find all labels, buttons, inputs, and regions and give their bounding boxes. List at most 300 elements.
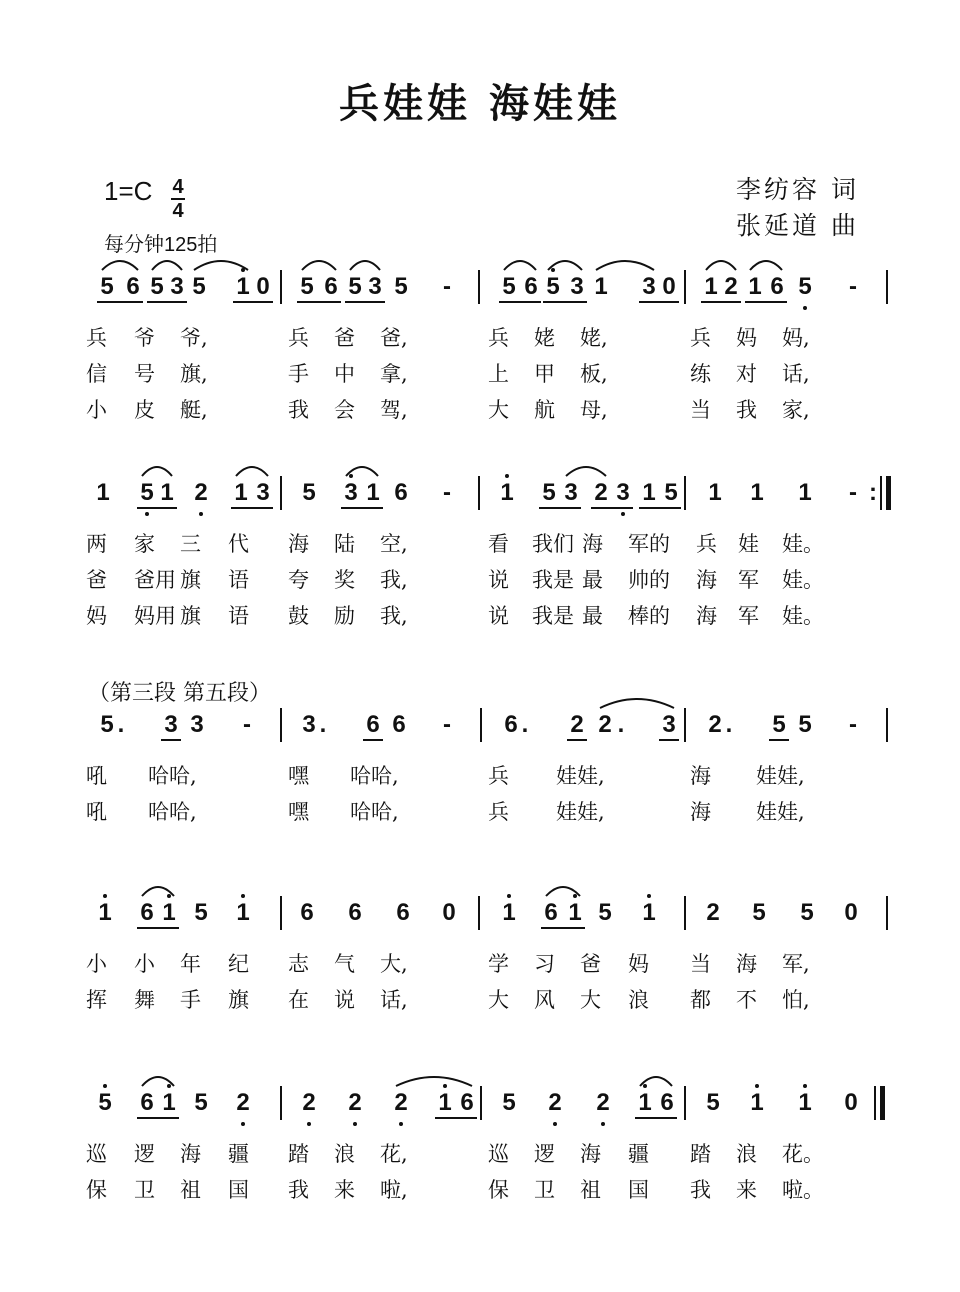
lyric-syllable: 会 xyxy=(334,398,355,422)
note-digit: 1 xyxy=(96,479,110,506)
lyric-syllable: 海 xyxy=(580,1142,601,1166)
lyric-syllable: 爸 xyxy=(580,952,601,976)
time-signature-top: 4 xyxy=(172,176,184,198)
note-digit: : xyxy=(869,479,877,506)
lyric-syllable: 来 xyxy=(736,1178,757,1202)
lyric-syllable: 我, xyxy=(380,568,408,592)
note-digit: 5 xyxy=(664,479,678,506)
lyric-syllable: 空, xyxy=(380,532,408,556)
lyric-syllable: 志 xyxy=(288,952,309,976)
lyric-syllable: 花, xyxy=(380,1142,408,1166)
lyric-syllable: 甲 xyxy=(534,362,555,386)
note-digit: 5 xyxy=(302,479,316,506)
note-digit: 1 xyxy=(798,479,812,506)
note-digit: 0 xyxy=(256,273,270,300)
lyric-syllable: 国 xyxy=(228,1178,249,1202)
note-digit: 5 xyxy=(192,273,206,300)
octave-dot-low xyxy=(145,512,149,516)
lyric-syllable: 信 xyxy=(86,362,107,386)
lyric-syllable: 踏 xyxy=(288,1142,309,1166)
lyric-syllable: 旗 xyxy=(180,568,201,592)
note-digit: 2 xyxy=(708,711,722,738)
lyric-syllable: 爸 xyxy=(86,568,107,592)
beam-underline xyxy=(137,927,179,929)
lyric-syllable: 陆 xyxy=(334,532,355,556)
beam-underline xyxy=(231,507,273,509)
lyric-syllable: 不 xyxy=(736,988,757,1012)
lyric-syllable: 海 xyxy=(690,800,711,824)
octave-dot-high xyxy=(241,894,245,898)
note-digit: 2 xyxy=(194,479,208,506)
note-digit: - xyxy=(849,479,857,506)
lyric-syllable: 手 xyxy=(180,988,201,1012)
note-digit: . xyxy=(521,711,529,738)
lyric-syllable: 帅的 xyxy=(628,568,670,592)
note-digit: 6 xyxy=(544,899,558,926)
lyric-syllable: 踏 xyxy=(690,1142,711,1166)
lyric-syllable: 海 xyxy=(696,568,717,592)
slur-arc xyxy=(102,261,138,270)
end-barline xyxy=(874,1086,876,1120)
note-digit: 0 xyxy=(662,273,676,300)
lyric-syllable: 风 xyxy=(534,988,555,1012)
lyric-syllable: 海 xyxy=(582,532,603,556)
note-digit: 5 xyxy=(98,1089,112,1116)
beam-underline xyxy=(147,301,187,303)
lyric-syllable: 大, xyxy=(380,952,408,976)
lyric-syllable: 哈哈, xyxy=(350,800,399,824)
note-digit: 5 xyxy=(502,273,516,300)
beam-underline xyxy=(541,927,585,929)
beam-underline xyxy=(745,301,787,303)
octave-dot-high xyxy=(349,474,353,478)
lyric-syllable: 说 xyxy=(488,604,509,628)
lyric-syllable: 花。 xyxy=(782,1142,824,1166)
slur-arc xyxy=(194,261,248,270)
lyric-syllable: 最 xyxy=(582,568,603,592)
slur-arc xyxy=(396,1077,472,1086)
note-digit: 3 xyxy=(344,479,358,506)
octave-dot-low xyxy=(803,306,807,310)
note-digit: 3 xyxy=(368,273,382,300)
lyric-syllable: 娃。 xyxy=(782,532,824,556)
note-digit: 2 xyxy=(302,1089,316,1116)
lyric-syllable: 旗 xyxy=(228,988,249,1012)
beam-underline xyxy=(435,1117,477,1119)
lyric-syllable: 兵 xyxy=(288,326,309,350)
beam-underline xyxy=(539,507,581,509)
note-digit: 3 xyxy=(616,479,630,506)
slur-arc xyxy=(236,467,268,476)
lyric-syllable: 姥, xyxy=(580,326,608,350)
lyric-syllable: 兵 xyxy=(86,326,107,350)
key-signature: 1=C xyxy=(104,176,153,206)
lyric-syllable: 疆 xyxy=(228,1142,249,1166)
note-digit: 6 xyxy=(504,711,518,738)
note-digit: 1 xyxy=(438,1089,452,1116)
lyric-syllable: 巡 xyxy=(488,1142,509,1166)
lyric-syllable: 家, xyxy=(782,398,810,422)
lyric-syllable: 来 xyxy=(334,1178,355,1202)
lyric-syllable: 舞 xyxy=(134,988,155,1012)
note-digit: 5 xyxy=(598,899,612,926)
octave-dot-high xyxy=(103,894,107,898)
lyric-syllable: 艇, xyxy=(180,398,208,422)
lyric-syllable: 妈 xyxy=(736,326,757,350)
note-digit: 6 xyxy=(460,1089,474,1116)
lyric-syllable: 海 xyxy=(736,952,757,976)
octave-dot-high xyxy=(551,268,555,272)
lyric-syllable: 说 xyxy=(488,568,509,592)
note-digit: - xyxy=(849,711,857,738)
note-digit: - xyxy=(443,273,451,300)
lyric-syllable: 啦, xyxy=(380,1178,408,1202)
note-digit: 5 xyxy=(194,1089,208,1116)
barline xyxy=(280,708,282,742)
note-digit: 6 xyxy=(140,899,154,926)
octave-dot-low xyxy=(621,512,625,516)
end-barline-thick xyxy=(886,476,891,510)
lyric-syllable: 吼 xyxy=(86,764,107,788)
lyric-syllable: 海 xyxy=(696,604,717,628)
note-digit: 6 xyxy=(300,899,314,926)
note-digit: 0 xyxy=(844,1089,858,1116)
lyric-syllable: 话, xyxy=(380,988,408,1012)
note-digit: . xyxy=(617,711,625,738)
lyric-syllable: 爷 xyxy=(134,326,155,350)
lyric-syllable: 手 xyxy=(288,362,309,386)
note-digit: 1 xyxy=(642,899,656,926)
lyric-syllable: 语 xyxy=(228,604,249,628)
lyric-syllable: 家 xyxy=(134,532,155,556)
lyric-syllable: 爸用 xyxy=(134,568,176,592)
barline xyxy=(478,896,480,930)
lyric-syllable: 海 xyxy=(690,764,711,788)
barline xyxy=(478,270,480,304)
lyric-syllable: 嘿 xyxy=(288,764,309,788)
note-digit: 3 xyxy=(164,711,178,738)
lyric-syllable: 保 xyxy=(488,1178,509,1202)
lyric-syllable: 娃娃, xyxy=(756,764,805,788)
note-digit: 1 xyxy=(160,479,174,506)
lyric-syllable: 军的 xyxy=(628,532,670,556)
time-signature-bottom: 4 xyxy=(172,200,184,222)
note-digit: . xyxy=(117,711,125,738)
note-digit: 6 xyxy=(392,711,406,738)
lyric-syllable: 卫 xyxy=(134,1178,155,1202)
lyric-syllable: 我 xyxy=(690,1178,711,1202)
note-digit: 5 xyxy=(300,273,314,300)
note-digit: . xyxy=(725,711,733,738)
note-digit: 3 xyxy=(302,711,316,738)
lyric-syllable: 看 xyxy=(488,532,509,556)
barline xyxy=(886,708,888,742)
note-digit: 3 xyxy=(642,273,656,300)
octave-dot-high xyxy=(647,894,651,898)
note-digit: 5 xyxy=(798,711,812,738)
lyric-syllable: 哈哈, xyxy=(148,764,197,788)
octave-dot-low xyxy=(399,1122,403,1126)
lyric-syllable: 旗, xyxy=(180,362,208,386)
note-digit: 1 xyxy=(750,1089,764,1116)
note-digit: 2 xyxy=(598,711,612,738)
beam-underline xyxy=(639,301,679,303)
lyric-syllable: 鼓 xyxy=(288,604,309,628)
lyric-syllable: 驾, xyxy=(380,398,408,422)
note-digit: 5 xyxy=(140,479,154,506)
lyric-syllable: 皮 xyxy=(134,398,155,422)
octave-dot-high xyxy=(755,1084,759,1088)
lyric-syllable: 我 xyxy=(736,398,757,422)
note-digit: 2 xyxy=(570,711,584,738)
note-digit: 5 xyxy=(100,711,114,738)
octave-dot-high xyxy=(103,1084,107,1088)
note-digit: 1 xyxy=(638,1089,652,1116)
note-digit: 6 xyxy=(660,1089,674,1116)
note-digit: - xyxy=(243,711,251,738)
beam-underline xyxy=(297,301,341,303)
lyric-syllable: 爸, xyxy=(380,326,408,350)
note-digit: 5 xyxy=(546,273,560,300)
note-digit: 1 xyxy=(642,479,656,506)
note-digit: 2 xyxy=(394,1089,408,1116)
lyric-syllable: 姥 xyxy=(534,326,555,350)
note-digit: 6 xyxy=(348,899,362,926)
lyric-syllable: 三 xyxy=(180,532,201,556)
lyric-syllable: 兵 xyxy=(690,326,711,350)
note-digit: 6 xyxy=(394,479,408,506)
barline xyxy=(886,896,888,930)
note-digit: 3 xyxy=(256,479,270,506)
slur-arc xyxy=(600,699,674,708)
beam-underline xyxy=(543,301,587,303)
octave-dot-high xyxy=(507,894,511,898)
note-digit: 1 xyxy=(98,899,112,926)
slur-arc xyxy=(152,261,182,270)
lyric-syllable: 浪 xyxy=(736,1142,757,1166)
note-digit: - xyxy=(443,479,451,506)
beam-underline xyxy=(591,507,633,509)
barline xyxy=(478,476,480,510)
lyric-syllable: 兵 xyxy=(488,800,509,824)
barline xyxy=(684,708,686,742)
note-digit: 5 xyxy=(394,273,408,300)
lyric-syllable: 都 xyxy=(690,988,711,1012)
beam-underline xyxy=(161,739,181,741)
octave-dot-low xyxy=(601,1122,605,1126)
note-digit: - xyxy=(849,273,857,300)
note-digit: 6 xyxy=(324,273,338,300)
lyric-syllable: 棒的 xyxy=(628,604,670,628)
lyric-syllable: 年 xyxy=(180,952,201,976)
note-digit: 5 xyxy=(542,479,556,506)
note-digit: 3 xyxy=(170,273,184,300)
lyric-syllable: 妈 xyxy=(86,604,107,628)
beam-underline xyxy=(659,739,679,741)
lyric-syllable: 当 xyxy=(690,398,711,422)
lyric-syllable: 小 xyxy=(134,952,155,976)
lyric-syllable: 我 xyxy=(288,1178,309,1202)
beam-underline xyxy=(345,301,385,303)
lyric-syllable: 挥 xyxy=(86,988,107,1012)
lyric-syllable: 娃娃, xyxy=(556,764,605,788)
lyric-syllable: 当 xyxy=(690,952,711,976)
octave-dot-low xyxy=(553,1122,557,1126)
note-digit: 6 xyxy=(366,711,380,738)
beam-underline xyxy=(341,507,383,509)
lyric-syllable: 励 xyxy=(334,604,355,628)
lyric-syllable: 兵 xyxy=(488,764,509,788)
barline xyxy=(684,896,686,930)
note-digit: 2 xyxy=(236,1089,250,1116)
lyric-syllable: 语 xyxy=(228,568,249,592)
lyric-syllable: 小 xyxy=(86,398,107,422)
lyric-syllable: 逻 xyxy=(534,1142,555,1166)
lyric-syllable: 大 xyxy=(488,398,509,422)
lyricist-credit: 李纺容 词 xyxy=(736,175,859,204)
note-digit: 3 xyxy=(564,479,578,506)
note-digit: 3 xyxy=(190,711,204,738)
lyric-syllable: 妈, xyxy=(782,326,810,350)
note-digit: . xyxy=(319,711,327,738)
lyric-syllable: 吼 xyxy=(86,800,107,824)
lyric-syllable: 说 xyxy=(334,988,355,1012)
note-digit: 6 xyxy=(126,273,140,300)
lyric-syllable: 浪 xyxy=(628,988,649,1012)
barline xyxy=(480,1086,482,1120)
note-digit: 5 xyxy=(706,1089,720,1116)
note-digit: 6 xyxy=(140,1089,154,1116)
lyric-syllable: 娃娃, xyxy=(556,800,605,824)
octave-dot-high xyxy=(643,1084,647,1088)
lyric-syllable: 兵 xyxy=(488,326,509,350)
beam-underline xyxy=(363,739,383,741)
barline xyxy=(886,270,888,304)
beam-underline xyxy=(233,301,273,303)
octave-dot-low xyxy=(199,512,203,516)
lyric-syllable: 妈 xyxy=(628,952,649,976)
lyric-syllable: 浪 xyxy=(334,1142,355,1166)
end-barline-thick xyxy=(880,1086,885,1120)
slur-arc xyxy=(750,261,782,270)
lyric-syllable: 爸 xyxy=(334,326,355,350)
note-digit: 2 xyxy=(348,1089,362,1116)
octave-dot-low xyxy=(241,1122,245,1126)
beam-underline xyxy=(137,507,177,509)
slur-arc xyxy=(302,261,336,270)
lyric-syllable: 在 xyxy=(288,988,309,1012)
barline xyxy=(280,1086,282,1120)
lyric-syllable: 学 xyxy=(488,952,509,976)
note-digit: 0 xyxy=(442,899,456,926)
lyric-syllable: 习 xyxy=(534,952,555,976)
octave-dot-high xyxy=(803,1084,807,1088)
octave-dot-high xyxy=(573,894,577,898)
note-digit: 1 xyxy=(568,899,582,926)
beam-underline xyxy=(701,301,741,303)
note-digit: 2 xyxy=(724,273,738,300)
note-digit: 5 xyxy=(100,273,114,300)
note-digit: 6 xyxy=(396,899,410,926)
note-digit: 0 xyxy=(844,899,858,926)
lyric-syllable: 大 xyxy=(580,988,601,1012)
lyric-syllable: 上 xyxy=(488,362,509,386)
note-digit: 1 xyxy=(162,899,176,926)
slur-arc xyxy=(504,261,536,270)
lyric-syllable: 哈哈, xyxy=(350,764,399,788)
lyric-syllable: 海 xyxy=(180,1142,201,1166)
note-digit: 1 xyxy=(594,273,608,300)
composer-credit: 张延道 曲 xyxy=(736,211,859,240)
lyric-syllable: 娃 xyxy=(738,532,759,556)
lyric-syllable: 逻 xyxy=(134,1142,155,1166)
lyric-syllable: 奖 xyxy=(334,568,355,592)
lyric-syllable: 纪 xyxy=(228,952,249,976)
lyric-syllable: 话, xyxy=(782,362,810,386)
note-digit: 2 xyxy=(596,1089,610,1116)
lyric-syllable: 巡 xyxy=(86,1142,107,1166)
lyric-syllable: 气 xyxy=(334,952,355,976)
beam-underline xyxy=(499,301,541,303)
note-digit: 1 xyxy=(366,479,380,506)
time-signature xyxy=(170,176,186,222)
slur-arc xyxy=(706,261,736,270)
barline xyxy=(684,1086,686,1120)
note-digit: 2 xyxy=(706,899,720,926)
beam-underline xyxy=(137,1117,179,1119)
note-digit: 2 xyxy=(594,479,608,506)
tempo-marking: 每分钟125拍 xyxy=(104,234,218,256)
lyric-syllable: 两 xyxy=(86,532,107,556)
lyric-syllable: 大 xyxy=(488,988,509,1012)
lyric-syllable: 怕, xyxy=(782,988,810,1012)
note-digit: 1 xyxy=(162,1089,176,1116)
lyric-syllable: 我 xyxy=(288,398,309,422)
lyric-syllable: 我, xyxy=(380,604,408,628)
lyric-syllable: 海 xyxy=(288,532,309,556)
lyric-syllable: 我们 xyxy=(532,532,574,556)
lyric-syllable: 哈哈, xyxy=(148,800,197,824)
note-digit: 1 xyxy=(798,1089,812,1116)
barline xyxy=(280,270,282,304)
barline xyxy=(684,476,686,510)
note-digit: 6 xyxy=(524,273,538,300)
lyric-syllable: 拿, xyxy=(380,362,408,386)
lyric-syllable: 娃。 xyxy=(782,604,824,628)
barline xyxy=(480,708,482,742)
beam-underline xyxy=(769,739,789,741)
lyric-syllable: 夸 xyxy=(288,568,309,592)
note-digit: 1 xyxy=(234,479,248,506)
barline xyxy=(280,896,282,930)
lyric-syllable: 祖 xyxy=(580,1178,601,1202)
note-digit: 5 xyxy=(502,1089,516,1116)
lyric-syllable: 妈用 xyxy=(134,604,176,628)
note-digit: 1 xyxy=(236,899,250,926)
lyric-syllable: 疆 xyxy=(628,1142,649,1166)
note-digit: 1 xyxy=(236,273,250,300)
lyric-syllable: 小 xyxy=(86,952,107,976)
lyric-syllable: 板, xyxy=(580,362,608,386)
octave-dot-low xyxy=(353,1122,357,1126)
slur-arc xyxy=(566,467,606,476)
lyric-syllable: 爷, xyxy=(180,326,208,350)
end-barline xyxy=(880,476,882,510)
beam-underline xyxy=(635,1117,677,1119)
lyric-syllable: 中 xyxy=(334,362,355,386)
lyric-syllable: 军, xyxy=(782,952,810,976)
note-digit: 5 xyxy=(798,273,812,300)
